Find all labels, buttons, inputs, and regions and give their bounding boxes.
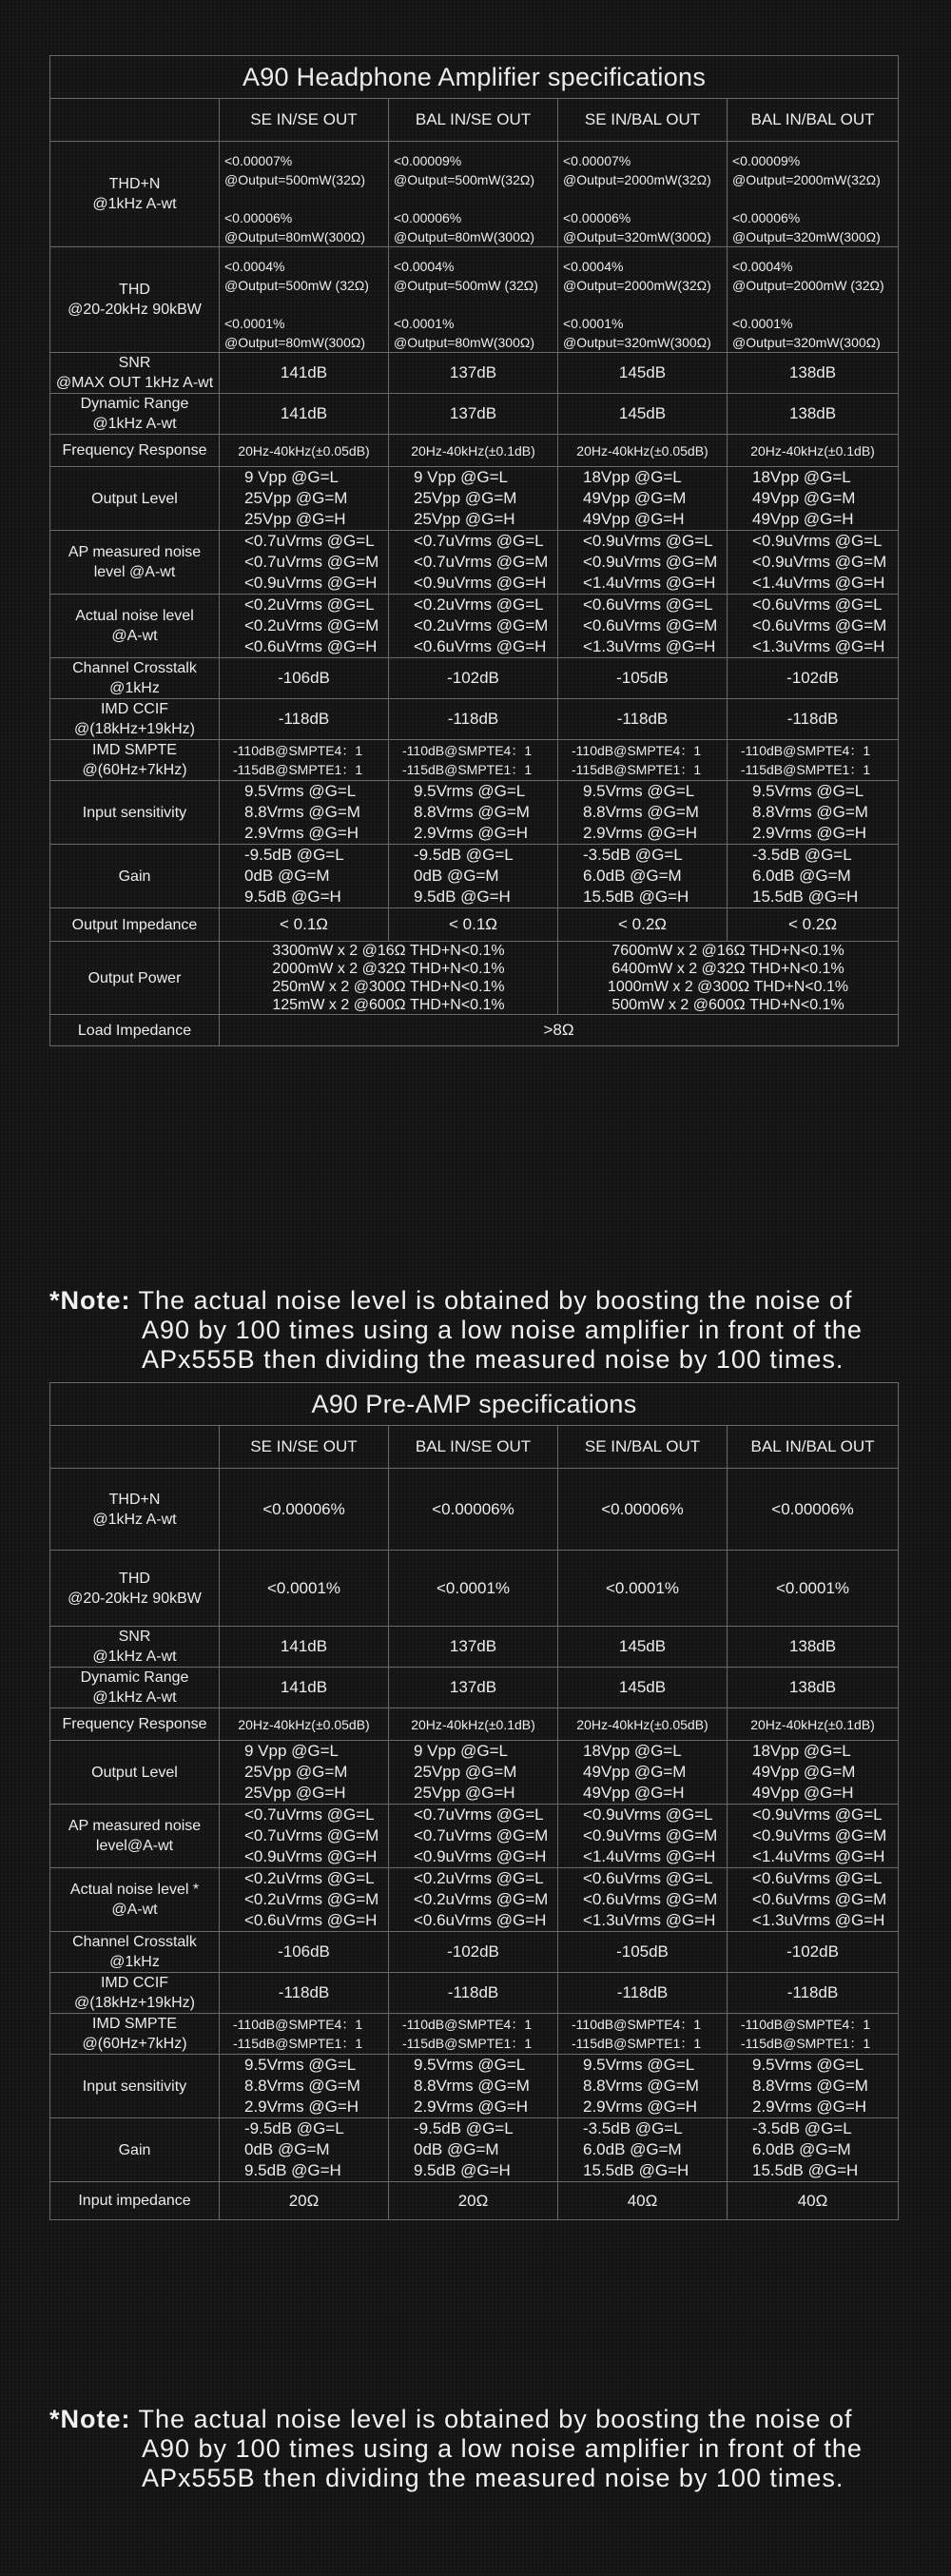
row-label: SNR @1kHz A-wt (50, 1627, 220, 1668)
row-label: IMD SMPTE @(60Hz+7kHz) (50, 740, 220, 781)
spec-value: 20Hz-40kHz(±0.1dB) (728, 435, 899, 467)
row-label: THD @20-20kHz 90kBW (50, 247, 220, 353)
table-row (50, 531, 899, 595)
row-label: AP measured noise level@A-wt (50, 1805, 220, 1868)
table-row (50, 942, 899, 1015)
spec-value: <0.6uVrms @G=L <0.6uVrms @G=M <1.3uVrms @G=H (558, 595, 728, 658)
spec-value: 9.5Vrms @G=L 8.8Vrms @G=M 2.9Vrms @G=H (728, 2055, 899, 2118)
spec-value: <0.2uVrms @G=L <0.2uVrms @G=M <0.6uVrms @G=H (389, 1868, 558, 1932)
table-row (50, 467, 899, 531)
spec-value: -110dB@SMPTE4：1 -115dB@SMPTE1：1 (220, 740, 389, 781)
spec-value: -110dB@SMPTE4：1 -115dB@SMPTE1：1 (558, 740, 728, 781)
spec-value: <0.7uVrms @G=L <0.7uVrms @G=M <0.9uVrms @G=H (389, 1805, 558, 1868)
spec-value: <0.9uVrms @G=L <0.9uVrms @G=M <1.4uVrms @G=H (558, 531, 728, 595)
spec-value: <0.9uVrms @G=L <0.9uVrms @G=M <1.4uVrms @G=H (728, 531, 899, 595)
table-row (50, 1708, 899, 1741)
spec-value: -102dB (389, 658, 558, 699)
spec-value: -105dB (558, 658, 728, 699)
spec-value: 141dB (220, 1627, 389, 1668)
spec-value: <0.0001% (389, 1551, 558, 1627)
row-label: Channel Crosstalk @1kHz (50, 658, 220, 699)
column-header: SE IN/SE OUT (220, 1426, 389, 1469)
spec-value: 9.5Vrms @G=L 8.8Vrms @G=M 2.9Vrms @G=H (558, 781, 728, 845)
row-label: IMD SMPTE @(60Hz+7kHz) (50, 2014, 220, 2055)
spec-value: 141dB (220, 394, 389, 435)
spec-value: 138dB (728, 353, 899, 394)
spec-value: 138dB (728, 394, 899, 435)
row-label: Output Level (50, 1741, 220, 1805)
spec-value: 137dB (389, 353, 558, 394)
spec-value: 20Hz-40kHz(±0.05dB) (558, 435, 728, 467)
row-label: Output Power (50, 942, 220, 1015)
row-label: Dynamic Range @1kHz A-wt (50, 394, 220, 435)
spec-value: 9 Vpp @G=L 25Vpp @G=M 25Vpp @G=H (389, 467, 558, 531)
spec-value: -110dB@SMPTE4：1 -115dB@SMPTE1：1 (220, 2014, 389, 2055)
table-row (50, 740, 899, 781)
spec-value: <0.00006% (728, 1469, 899, 1551)
row-label: Dynamic Range @1kHz A-wt (50, 1668, 220, 1708)
note-line3: APx555B then dividing the measured noise by 100 times. (142, 2464, 844, 2492)
spec-value: 18Vpp @G=L 49Vpp @G=M 49Vpp @G=H (728, 467, 899, 531)
spec-value: 3300mW x 2 @16Ω THD+N<0.1% 2000mW x 2 @32Ω THD+N<0.1% 250mW x 2 @300Ω THD+N<0.1% 125mW x 2 @600Ω THD+N<0.1% (220, 942, 558, 1015)
row-label: IMD CCIF @(18kHz+19kHz) (50, 699, 220, 740)
spec-value: -3.5dB @G=L 6.0dB @G=M 15.5dB @G=H (728, 2118, 899, 2182)
spec-value: <0.0001% (728, 1551, 899, 1627)
spec-value: 141dB (220, 353, 389, 394)
spec-value: <0.2uVrms @G=L <0.2uVrms @G=M <0.6uVrms @G=H (389, 595, 558, 658)
spec-value: 9.5Vrms @G=L 8.8Vrms @G=M 2.9Vrms @G=H (220, 2055, 389, 2118)
row-label: Input impedance (50, 2182, 220, 2220)
table-row (50, 781, 899, 845)
spec-value: -105dB (558, 1932, 728, 1973)
headphone-spec-table (49, 55, 898, 1046)
spec-value: 18Vpp @G=L 49Vpp @G=M 49Vpp @G=H (728, 1741, 899, 1805)
spec-value: 145dB (558, 1668, 728, 1708)
note-line2: A90 by 100 times using a low noise amplifier in front of the (142, 1316, 863, 1344)
table-row (50, 353, 899, 394)
spec-value: 138dB (728, 1627, 899, 1668)
table-row (50, 1469, 899, 1551)
column-header: BAL IN/BAL OUT (728, 1426, 899, 1469)
spec-value: -118dB (558, 1973, 728, 2014)
row-label: Gain (50, 845, 220, 908)
spec-value: <0.00009% @Output=2000mW(32Ω) <0.00006% @Output=320mW(300Ω) (728, 142, 899, 247)
spec-value: -3.5dB @G=L 6.0dB @G=M 15.5dB @G=H (728, 845, 899, 908)
table-title: A90 Headphone Amplifier specifications (50, 56, 899, 99)
table-row (50, 1741, 899, 1805)
spec-value: <0.00007% @Output=500mW(32Ω) <0.00006% @Output=80mW(300Ω) (220, 142, 389, 247)
table-row (50, 142, 899, 247)
spec-value: 145dB (558, 394, 728, 435)
spec-value: 40Ω (728, 2182, 899, 2220)
note-line2: A90 by 100 times using a low noise amplifier in front of the (142, 2434, 863, 2463)
table-row (50, 1973, 899, 2014)
spec-value: -102dB (728, 1932, 899, 1973)
table-row (50, 658, 899, 699)
spec-value: <0.9uVrms @G=L <0.9uVrms @G=M <1.4uVrms @G=H (558, 1805, 728, 1868)
spec-value: -110dB@SMPTE4：1 -115dB@SMPTE1：1 (389, 740, 558, 781)
spec-value: -118dB (728, 1973, 899, 2014)
note-line1: The actual noise level is obtained by boosting the noise of (130, 2405, 853, 2433)
spec-value: < 0.1Ω (389, 908, 558, 942)
note-line3: APx555B then dividing the measured noise by 100 times. (142, 1345, 844, 1374)
row-label: Output Impedance (50, 908, 220, 942)
row-label: Load Impedance (50, 1015, 220, 1046)
noise-footnote-1 (49, 1286, 905, 1375)
spec-value: 9.5Vrms @G=L 8.8Vrms @G=M 2.9Vrms @G=H (389, 2055, 558, 2118)
spec-value: <0.7uVrms @G=L <0.7uVrms @G=M <0.9uVrms @G=H (220, 531, 389, 595)
row-label: Frequency Response (50, 435, 220, 467)
row-label: Output Level (50, 467, 220, 531)
spec-value: <0.0004% @Output=500mW (32Ω) <0.0001% @Output=80mW(300Ω) (389, 247, 558, 353)
table-row (50, 2014, 899, 2055)
spec-value: <0.00006% (220, 1469, 389, 1551)
table-row (50, 1551, 899, 1627)
spec-value: <0.6uVrms @G=L <0.6uVrms @G=M <1.3uVrms @G=H (728, 1868, 899, 1932)
column-header: BAL IN/SE OUT (389, 99, 558, 142)
spec-value: 20Hz-40kHz(±0.1dB) (389, 435, 558, 467)
spec-value: 20Hz-40kHz(±0.1dB) (389, 1708, 558, 1741)
spec-value: 20Hz-40kHz(±0.05dB) (220, 435, 389, 467)
row-label: IMD CCIF @(18kHz+19kHz) (50, 1973, 220, 2014)
table-row (50, 1805, 899, 1868)
spec-value: -9.5dB @G=L 0dB @G=M 9.5dB @G=H (220, 845, 389, 908)
spec-value: <0.0004% @Output=500mW (32Ω) <0.0001% @Output=80mW(300Ω) (220, 247, 389, 353)
row-label: Actual noise level @A-wt (50, 595, 220, 658)
spec-value: 145dB (558, 1627, 728, 1668)
spec-value: 138dB (728, 1668, 899, 1708)
row-label: THD+N @1kHz A-wt (50, 1469, 220, 1551)
spec-value: 20Ω (389, 2182, 558, 2220)
row-label: SNR @MAX OUT 1kHz A-wt (50, 353, 220, 394)
spec-value: 18Vpp @G=L 49Vpp @G=M 49Vpp @G=H (558, 467, 728, 531)
row-label: THD+N @1kHz A-wt (50, 142, 220, 247)
column-header: SE IN/BAL OUT (558, 99, 728, 142)
row-label: Frequency Response (50, 1708, 220, 1741)
spec-value: -110dB@SMPTE4：1 -115dB@SMPTE1：1 (728, 2014, 899, 2055)
spec-value: 9 Vpp @G=L 25Vpp @G=M 25Vpp @G=H (220, 1741, 389, 1805)
spec-value: <0.2uVrms @G=L <0.2uVrms @G=M <0.6uVrms @G=H (220, 595, 389, 658)
spec-value: 9 Vpp @G=L 25Vpp @G=M 25Vpp @G=H (389, 1741, 558, 1805)
column-header: SE IN/BAL OUT (558, 1426, 728, 1469)
spec-value: 137dB (389, 394, 558, 435)
spec-value: <0.00007% @Output=2000mW(32Ω) <0.00006% @Output=320mW(300Ω) (558, 142, 728, 247)
header-blank (50, 1426, 220, 1469)
note-prefix: *Note: (49, 2405, 131, 2433)
row-label: Gain (50, 2118, 220, 2182)
spec-value: <0.7uVrms @G=L <0.7uVrms @G=M <0.9uVrms @G=H (220, 1805, 389, 1868)
spec-value: -110dB@SMPTE4：1 -115dB@SMPTE1：1 (389, 2014, 558, 2055)
spec-value: <0.7uVrms @G=L <0.7uVrms @G=M <0.9uVrms @G=H (389, 531, 558, 595)
note-line1: The actual noise level is obtained by boosting the noise of (130, 1286, 853, 1315)
spec-value: <0.0001% (220, 1551, 389, 1627)
spec-value: -118dB (558, 699, 728, 740)
table-row (50, 247, 899, 353)
column-header: SE IN/SE OUT (220, 99, 389, 142)
table-row (50, 2118, 899, 2182)
spec-value: 20Ω (220, 2182, 389, 2220)
column-header: BAL IN/SE OUT (389, 1426, 558, 1469)
spec-value: 145dB (558, 353, 728, 394)
spec-value: -9.5dB @G=L 0dB @G=M 9.5dB @G=H (220, 2118, 389, 2182)
spec-value: <0.00006% (558, 1469, 728, 1551)
spec-value: 9.5Vrms @G=L 8.8Vrms @G=M 2.9Vrms @G=H (220, 781, 389, 845)
row-label: Channel Crosstalk @1kHz (50, 1932, 220, 1973)
spec-value: 40Ω (558, 2182, 728, 2220)
spec-value: -110dB@SMPTE4：1 -115dB@SMPTE1：1 (728, 740, 899, 781)
table-row (50, 908, 899, 942)
table-row (50, 2055, 899, 2118)
spec-value: <0.0004% @Output=2000mW(32Ω) <0.0001% @Output=320mW(300Ω) (558, 247, 728, 353)
table-row (50, 699, 899, 740)
spec-value: >8Ω (220, 1015, 899, 1046)
spec-value: -110dB@SMPTE4：1 -115dB@SMPTE1：1 (558, 2014, 728, 2055)
spec-value: <0.6uVrms @G=L <0.6uVrms @G=M <1.3uVrms @G=H (558, 1868, 728, 1932)
spec-value: < 0.1Ω (220, 908, 389, 942)
spec-value: -102dB (728, 658, 899, 699)
spec-value: < 0.2Ω (728, 908, 899, 942)
spec-value: 137dB (389, 1627, 558, 1668)
row-label: Actual noise level * @A-wt (50, 1868, 220, 1932)
note-prefix: *Note: (49, 1286, 131, 1315)
table-row (50, 595, 899, 658)
spec-value: <0.2uVrms @G=L <0.2uVrms @G=M <0.6uVrms @G=H (220, 1868, 389, 1932)
spec-value: 20Hz-40kHz(±0.05dB) (558, 1708, 728, 1741)
spec-value: -9.5dB @G=L 0dB @G=M 9.5dB @G=H (389, 2118, 558, 2182)
table-row (50, 1015, 899, 1046)
preamp-spec-table (49, 1382, 898, 2220)
spec-value: -118dB (220, 699, 389, 740)
spec-value: 141dB (220, 1668, 389, 1708)
spec-value: 9.5Vrms @G=L 8.8Vrms @G=M 2.9Vrms @G=H (389, 781, 558, 845)
spec-value: -118dB (728, 699, 899, 740)
spec-value: 7600mW x 2 @16Ω THD+N<0.1% 6400mW x 2 @32Ω THD+N<0.1% 1000mW x 2 @300Ω THD+N<0.1% 500mW x 2 @600Ω THD+N<0.1% (558, 942, 899, 1015)
spec-value: 9 Vpp @G=L 25Vpp @G=M 25Vpp @G=H (220, 467, 389, 531)
noise-footnote-2 (49, 2405, 905, 2493)
table-title: A90 Pre-AMP specifications (50, 1383, 899, 1426)
spec-value: <0.0001% (558, 1551, 728, 1627)
spec-value: -106dB (220, 1932, 389, 1973)
row-label: THD @20-20kHz 90kBW (50, 1551, 220, 1627)
table-row (50, 845, 899, 908)
table-row (50, 1668, 899, 1708)
spec-value: <0.00006% (389, 1469, 558, 1551)
spec-value: -102dB (389, 1932, 558, 1973)
spec-value: <0.00009% @Output=500mW(32Ω) <0.00006% @Output=80mW(300Ω) (389, 142, 558, 247)
spec-value: -3.5dB @G=L 6.0dB @G=M 15.5dB @G=H (558, 845, 728, 908)
table-row (50, 2182, 899, 2220)
table-row (50, 394, 899, 435)
spec-value: 18Vpp @G=L 49Vpp @G=M 49Vpp @G=H (558, 1741, 728, 1805)
spec-value: <0.0004% @Output=2000mW (32Ω) <0.0001% @Output=320mW(300Ω) (728, 247, 899, 353)
spec-value: -9.5dB @G=L 0dB @G=M 9.5dB @G=H (389, 845, 558, 908)
table-row (50, 1868, 899, 1932)
spec-value: -3.5dB @G=L 6.0dB @G=M 15.5dB @G=H (558, 2118, 728, 2182)
spec-value: -118dB (220, 1973, 389, 2014)
row-label: AP measured noise level @A-wt (50, 531, 220, 595)
spec-value: -118dB (389, 1973, 558, 2014)
spec-value: 137dB (389, 1668, 558, 1708)
spec-value: 20Hz-40kHz(±0.05dB) (220, 1708, 389, 1741)
spec-value: 9.5Vrms @G=L 8.8Vrms @G=M 2.9Vrms @G=H (728, 781, 899, 845)
spec-value: -118dB (389, 699, 558, 740)
spec-value: <0.6uVrms @G=L <0.6uVrms @G=M <1.3uVrms @G=H (728, 595, 899, 658)
spec-value: -106dB (220, 658, 389, 699)
table-row (50, 435, 899, 467)
table-row (50, 1627, 899, 1668)
spec-value: 20Hz-40kHz(±0.1dB) (728, 1708, 899, 1741)
header-blank (50, 99, 220, 142)
spec-value: <0.9uVrms @G=L <0.9uVrms @G=M <1.4uVrms @G=H (728, 1805, 899, 1868)
spec-value: < 0.2Ω (558, 908, 728, 942)
spec-value: 9.5Vrms @G=L 8.8Vrms @G=M 2.9Vrms @G=H (558, 2055, 728, 2118)
row-label: Input sensitivity (50, 2055, 220, 2118)
column-header: BAL IN/BAL OUT (728, 99, 899, 142)
table-row (50, 1932, 899, 1973)
row-label: Input sensitivity (50, 781, 220, 845)
